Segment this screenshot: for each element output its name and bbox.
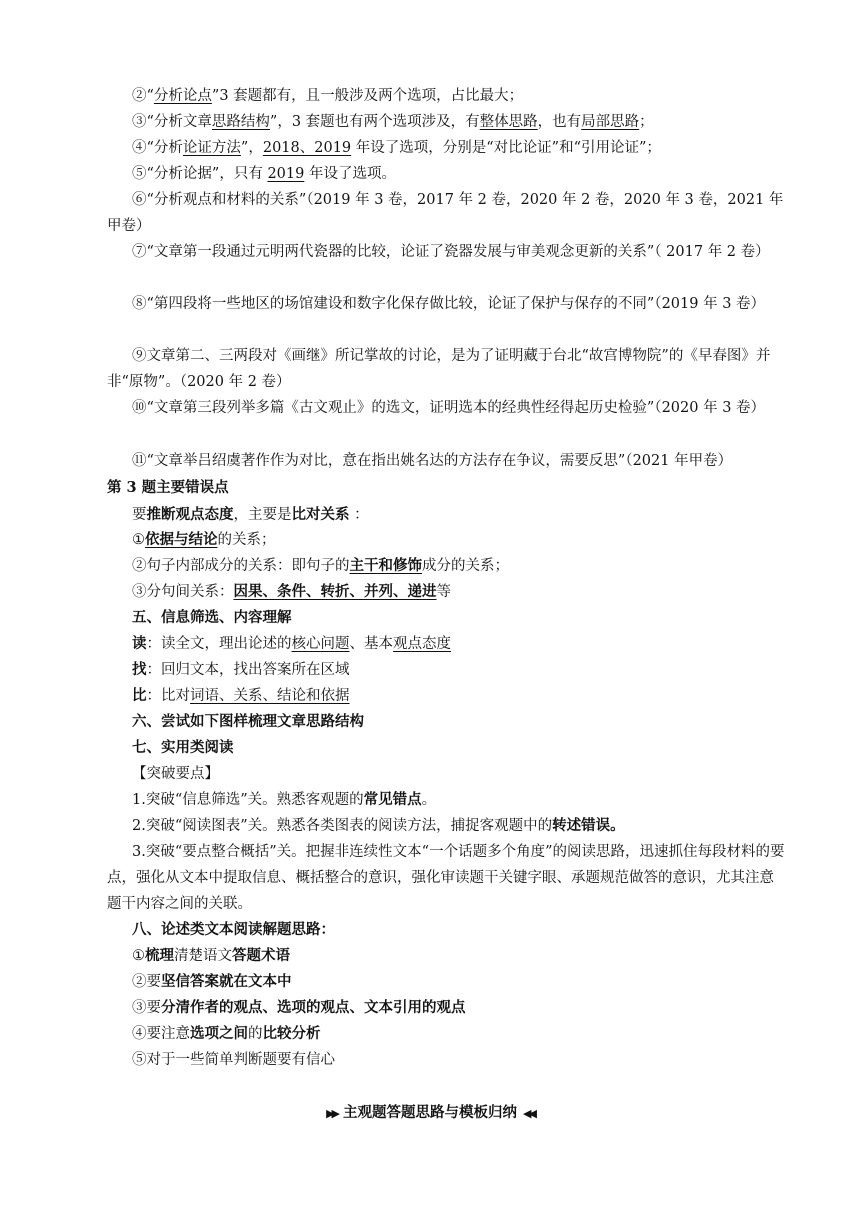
text: ：比对 <box>146 688 190 704</box>
text: ：读全文，理出论述的 <box>146 636 292 652</box>
bold-term: 比对关系 <box>291 506 350 523</box>
bold-underlined-term: 依据与结论 <box>145 531 218 548</box>
text: ”， <box>240 140 263 156</box>
bold-underlined-term: 因果、条件、转折、并列、递进 <box>233 583 437 600</box>
bold-term: 答题术语 <box>232 947 290 964</box>
sec7-point-3: 3.突破“要点整合概括”关。把握非连续性文本“一个话题多个角度”的阅读思路，迅速抓住每段材料的要点，强化从文本中提取信息、概括整合的意识，强化审读题干关键字眼、承题规范做答的意识，尤其注意题干内容之间的关联。 <box>107 844 785 912</box>
text: ④要注意 <box>132 1026 190 1042</box>
text: ”，3 套题也有两个选项涉及，有 <box>269 114 480 130</box>
underlined-term: 观点态度 <box>393 636 451 652</box>
item-example-2017: ⑦“文章第一段通过元明两代瓷器的比较，论证了瓷器发展与审美观念更新的关系”（ 2017 年 2 卷） <box>132 244 770 260</box>
text: 、基本 <box>349 636 393 652</box>
text: 1.突破“信息筛选”关。熟悉客观题的 <box>132 792 364 808</box>
sec8-item-5: ⑤对于一些简单判断题要有信心 <box>132 1052 335 1068</box>
breakthrough-points-label: 【突破要点】 <box>132 766 219 782</box>
sec8-item-2 <box>132 972 812 992</box>
underlined-term: 词语、关系、结论和依据 <box>190 688 350 704</box>
text: ②要 <box>132 974 161 990</box>
text: 年设了选项，分别是“对比论证”和“引用论证”； <box>351 140 661 156</box>
underlined-term: 分析论点 <box>153 88 212 104</box>
item-example-2020-3: ⑩“文章第三段列举多篇《古文观止》的选文，证明选本的经典性经得起历史检验”（2020 年 3 卷） <box>132 400 766 416</box>
bold-term: 转述错误。 <box>552 817 625 834</box>
bold-term: 比较分析 <box>262 1025 321 1042</box>
text: 。 <box>421 792 437 808</box>
sec8-item-4 <box>132 1024 812 1044</box>
footer-section-title <box>0 1103 860 1124</box>
q3-item-2 <box>132 556 812 576</box>
double-right-arrow-icon: ▶▶ <box>326 1107 337 1120</box>
q3-intro <box>132 505 812 525</box>
sec7-point-1 <box>132 790 812 810</box>
footer-title-text: 主观题答题思路与模板归纳 <box>343 1104 517 1121</box>
underlined-term: 2019 <box>267 166 305 182</box>
underlined-term: 整体思路 <box>479 114 538 130</box>
section-5-heading: 五、信息筛选、内容理解 <box>132 609 292 626</box>
bold-term: 推断观点态度 <box>146 506 234 523</box>
text: ③分句间关系： <box>132 584 234 600</box>
text: 要 <box>132 507 147 523</box>
bold-underlined-term: 主干和修饰 <box>349 557 422 574</box>
underlined-term: 局部思路 <box>581 114 640 130</box>
text: ⑤“分析论据”，只有 <box>132 166 268 182</box>
q3-heading: 第 3 题主要错误点 <box>107 479 229 496</box>
double-left-arrow-icon: ◀◀ <box>523 1107 534 1120</box>
text: 2.突破“阅读图表”关。熟悉各类图表的阅读方法，捕捉客观题中的 <box>132 818 553 834</box>
bold-label: 比 <box>132 687 147 704</box>
sec5-find <box>132 660 812 680</box>
item-analyze-method <box>132 138 812 158</box>
text: ：回归文本，找出答案所在区域 <box>146 662 350 678</box>
text: ④“分析 <box>132 140 183 156</box>
text: ： <box>349 507 369 523</box>
text: ②句子内部成分的关系：即句子的 <box>132 558 350 574</box>
bold-term: 分清作者的观点、选项的观点、文本引用的观点 <box>161 999 466 1016</box>
item-analyze-evidence <box>132 164 812 184</box>
sec5-read <box>132 634 812 654</box>
text: 的 <box>248 1026 263 1042</box>
underlined-term: 论证方法 <box>182 140 241 156</box>
text: 成分的关系； <box>422 558 509 574</box>
text: ，也有 <box>537 114 582 130</box>
bold-term: 梳理 <box>145 947 174 964</box>
text: 年设了选项。 <box>304 166 396 182</box>
text: ① <box>132 532 145 548</box>
text: ① <box>132 948 145 964</box>
underlined-term: 思路结构 <box>211 114 270 130</box>
item-viewpoint-material: ⑥“分析观点和材料的关系”（2019 年 3 卷，2017 年 2 卷，2020 年 2 卷，2020 年 3 卷，2021 年甲卷） <box>107 192 784 234</box>
item-example-2021: ⑪“文章举吕绍虞著作作为对比，意在指出姚名达的方法存在争议，需要反思”（2021 年甲卷） <box>132 453 733 469</box>
bold-term: 坚信答案就在文本中 <box>161 973 292 990</box>
text: ③要 <box>132 1000 161 1016</box>
bold-term: 选项之间 <box>190 1025 248 1042</box>
text: 的关系； <box>217 532 276 548</box>
text: ； <box>639 114 654 130</box>
item-analyze-structure <box>132 112 812 132</box>
bold-label: 找 <box>132 661 147 678</box>
item-example-2019: ⑧“第四段将一些地区的场馆建设和数字化保存做比较，论证了保护与保存的不同”（2019 年 3 卷） <box>132 296 766 312</box>
section-7-heading: 七、实用类阅读 <box>132 739 234 756</box>
bold-term: 常见错点 <box>363 791 422 808</box>
sec8-item-1 <box>132 946 812 966</box>
bold-label: 读 <box>132 635 147 652</box>
text: ，主要是 <box>233 507 292 523</box>
q3-item-1 <box>132 530 812 550</box>
text: ③“分析文章 <box>132 114 212 130</box>
section-6-heading: 六、尝试如下图样梳理文章思路结构 <box>132 713 364 730</box>
item-example-2020-2: ⑨文章第二、三两段对《画继》所记掌故的讨论，是为了证明藏于台北“故宫博物院”的《早春图》并非“原物”。（2020 年 2 卷） <box>107 348 771 390</box>
sec5-compare <box>132 686 812 706</box>
q3-item-3 <box>132 582 812 602</box>
section-8-heading: 八、论述类文本阅读解题思路： <box>132 921 335 938</box>
underlined-term: 核心问题 <box>291 636 350 652</box>
text: 清楚语文 <box>174 948 232 964</box>
underlined-term: 2018、2019 <box>262 140 352 156</box>
text: 等 <box>436 584 451 600</box>
sec7-point-2 <box>132 816 812 836</box>
sec8-item-3 <box>132 998 812 1018</box>
text: ②“ <box>132 88 154 104</box>
text: ”3 套题都有，且一般涉及两个选项，占比最大； <box>211 88 524 104</box>
item-analyze-argument <box>132 86 812 106</box>
